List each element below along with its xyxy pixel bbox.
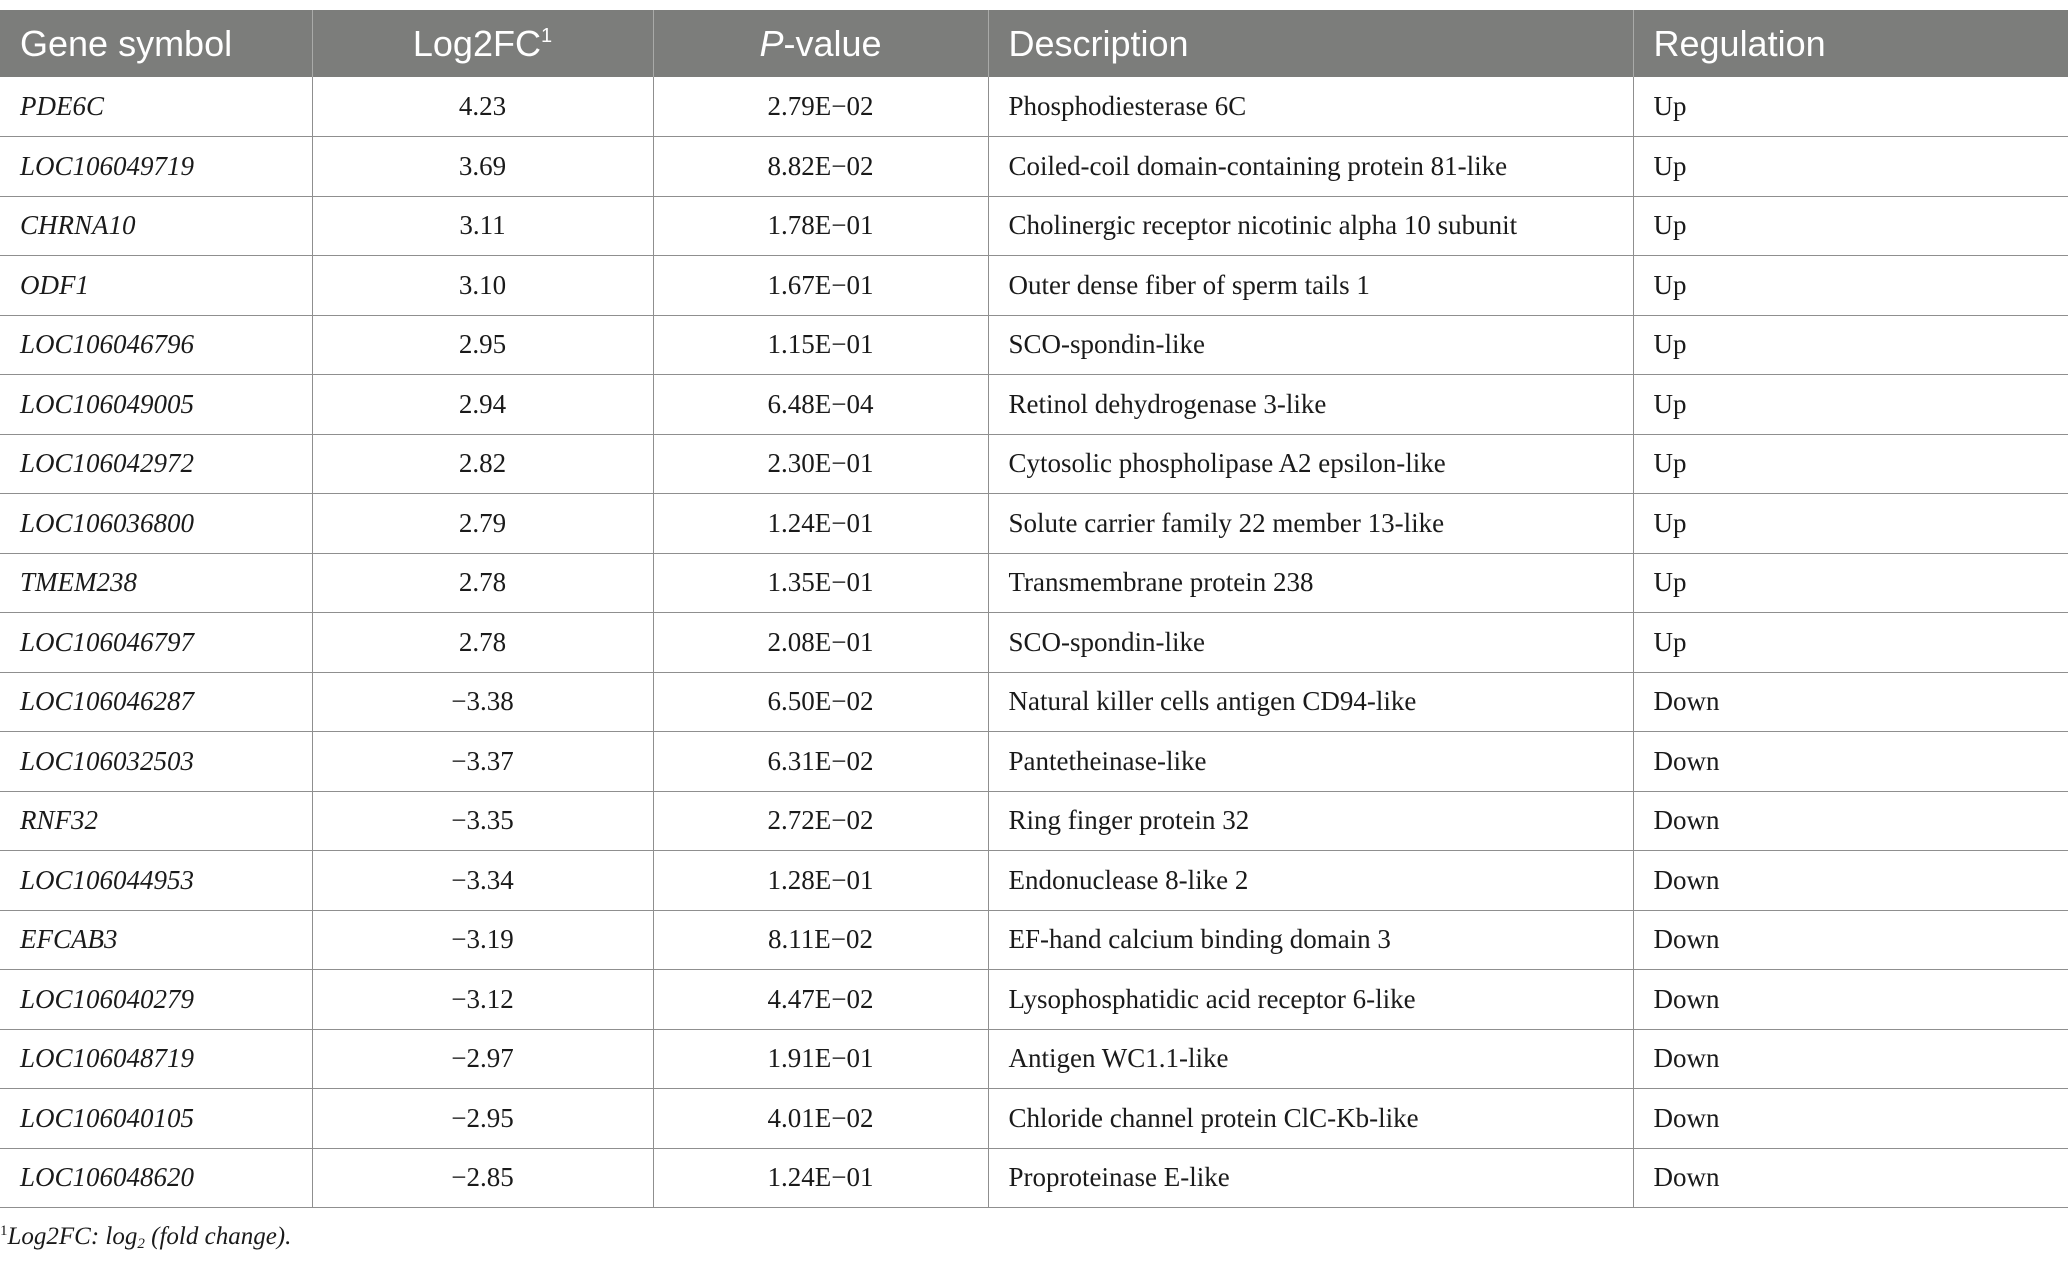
cell-description: Retinol dehydrogenase 3-like — [988, 375, 1633, 435]
cell-pvalue: 1.28E−01 — [653, 851, 988, 911]
cell-regulation: Up — [1633, 77, 2068, 137]
cell-log2fc: 2.95 — [312, 315, 653, 375]
cell-gene-symbol: LOC106040105 — [0, 1089, 312, 1149]
cell-log2fc: −3.19 — [312, 910, 653, 970]
cell-description: Ring finger protein 32 — [988, 791, 1633, 851]
cell-gene-symbol: LOC106044953 — [0, 851, 312, 911]
cell-description: EF-hand calcium binding domain 3 — [988, 910, 1633, 970]
cell-description: Phosphodiesterase 6C — [988, 77, 1633, 137]
cell-log2fc: 2.78 — [312, 613, 653, 673]
table-row — [0, 434, 2068, 494]
cell-description: Lysophosphatidic acid receptor 6-like — [988, 970, 1633, 1030]
header-regulation: Regulation — [1653, 22, 1826, 64]
cell-description: Endonuclease 8-like 2 — [988, 851, 1633, 911]
cell-pvalue: 4.01E−02 — [653, 1089, 988, 1149]
cell-gene-symbol: LOC106046287 — [0, 672, 312, 732]
cell-description: Cholinergic receptor nicotinic alpha 10 subunit — [988, 196, 1633, 256]
header-gene-symbol: Gene symbol — [0, 10, 312, 77]
table-row — [0, 315, 2068, 375]
cell-regulation: Up — [1633, 613, 2068, 673]
table-row — [0, 77, 2068, 137]
cell-gene-symbol: ODF1 — [0, 256, 312, 316]
cell-gene-symbol: LOC106049719 — [0, 137, 312, 197]
cell-regulation: Up — [1633, 375, 2068, 435]
cell-regulation: Up — [1633, 315, 2068, 375]
cell-log2fc: 2.78 — [312, 553, 653, 613]
cell-log2fc: −3.34 — [312, 851, 653, 911]
header-description: Description — [988, 10, 1633, 77]
cell-regulation: Up — [1633, 137, 2068, 197]
cell-regulation: Down — [1633, 732, 2068, 792]
cell-pvalue: 1.15E−01 — [653, 315, 988, 375]
cell-gene-symbol: PDE6C — [0, 77, 312, 137]
cell-gene-symbol: EFCAB3 — [0, 910, 312, 970]
cell-gene-symbol: TMEM238 — [0, 553, 312, 613]
cell-pvalue: 1.24E−01 — [653, 494, 988, 554]
cell-gene-symbol: LOC106036800 — [0, 494, 312, 554]
cell-description: Natural killer cells antigen CD94-like — [988, 672, 1633, 732]
cell-pvalue: 1.67E−01 — [653, 256, 988, 316]
cell-gene-symbol: LOC106040279 — [0, 970, 312, 1030]
table-row — [0, 553, 2068, 613]
cell-description: Proproteinase E-like — [988, 1148, 1633, 1208]
header-log2fc-footnote-marker: 1 — [540, 24, 553, 47]
cell-regulation: Down — [1633, 910, 2068, 970]
gene-table-container — [0, 10, 2068, 1208]
cell-pvalue: 4.47E−02 — [653, 970, 988, 1030]
cell-pvalue: 8.11E−02 — [653, 910, 988, 970]
cell-log2fc: −3.35 — [312, 791, 653, 851]
cell-regulation: Down — [1633, 672, 2068, 732]
cell-log2fc: 3.10 — [312, 256, 653, 316]
table-footnote: $^1$Log2FC: $\log_2$ (fold change). — [0, 1223, 292, 1252]
cell-pvalue: 2.08E−01 — [653, 613, 988, 673]
cell-description: Coiled-coil domain-containing protein 81-like — [988, 137, 1633, 197]
cell-log2fc: 2.94 — [312, 375, 653, 435]
cell-description: Pantetheinase-like — [988, 732, 1633, 792]
cell-description: Solute carrier family 22 member 13-like — [988, 494, 1633, 554]
cell-gene-symbol: LOC106049005 — [0, 375, 312, 435]
cell-regulation: Up — [1633, 553, 2068, 613]
cell-log2fc: −2.95 — [312, 1089, 653, 1149]
header-log2fc: $Log2FC^1$ — [312, 10, 653, 77]
table-body — [0, 77, 2068, 1208]
cell-pvalue: 8.82E−02 — [653, 137, 988, 197]
table-row — [0, 375, 2068, 435]
table-row — [0, 494, 2068, 554]
cell-regulation: Up — [1633, 434, 2068, 494]
table-header — [0, 10, 2068, 77]
cell-description: Outer dense fiber of sperm tails 1 — [988, 256, 1633, 316]
cell-gene-symbol: LOC106046796 — [0, 315, 312, 375]
table-row — [0, 256, 2068, 316]
table-row — [0, 613, 2068, 673]
cell-gene-symbol: LOC106048620 — [0, 1148, 312, 1208]
cell-log2fc: −3.37 — [312, 732, 653, 792]
cell-regulation: Down — [1633, 1089, 2068, 1149]
table-row — [0, 1089, 2068, 1149]
cell-log2fc: 4.23 — [312, 77, 653, 137]
cell-log2fc: −3.12 — [312, 970, 653, 1030]
cell-regulation: Down — [1633, 1029, 2068, 1089]
gene-expression-table — [0, 10, 2068, 1208]
cell-pvalue: 1.91E−01 — [653, 1029, 988, 1089]
table-row — [0, 791, 2068, 851]
cell-log2fc: −3.38 — [312, 672, 653, 732]
cell-gene-symbol: RNF32 — [0, 791, 312, 851]
cell-description: Antigen WC1.1-like — [988, 1029, 1633, 1089]
table-row — [0, 1029, 2068, 1089]
cell-regulation: Down — [1633, 1148, 2068, 1208]
table-row — [0, 970, 2068, 1030]
cell-gene-symbol: LOC106042972 — [0, 434, 312, 494]
cell-log2fc: 3.11 — [312, 196, 653, 256]
cell-gene-symbol: LOC106046797 — [0, 613, 312, 673]
cell-log2fc: 2.82 — [312, 434, 653, 494]
cell-description: Transmembrane protein 238 — [988, 553, 1633, 613]
cell-pvalue: 2.30E−01 — [653, 434, 988, 494]
table-row — [0, 137, 2068, 197]
cell-regulation: Up — [1633, 256, 2068, 316]
table-row — [0, 672, 2068, 732]
cell-description: SCO-spondin-like — [988, 613, 1633, 673]
table-row — [0, 851, 2068, 911]
table-row — [0, 910, 2068, 970]
table-row — [0, 1148, 2068, 1208]
cell-pvalue: 6.50E−02 — [653, 672, 988, 732]
cell-pvalue: 6.48E−04 — [653, 375, 988, 435]
cell-description: SCO-spondin-like — [988, 315, 1633, 375]
cell-regulation: Up — [1633, 196, 2068, 256]
cell-regulation: Down — [1633, 970, 2068, 1030]
cell-log2fc: 3.69 — [312, 137, 653, 197]
cell-description: Chloride channel protein ClC-Kb-like — [988, 1089, 1633, 1149]
cell-pvalue: 2.79E−02 — [653, 77, 988, 137]
cell-pvalue: 1.24E−01 — [653, 1148, 988, 1208]
cell-gene-symbol: CHRNA10 — [0, 196, 312, 256]
cell-log2fc: 2.79 — [312, 494, 653, 554]
table-row — [0, 196, 2068, 256]
cell-pvalue: 1.35E−01 — [653, 553, 988, 613]
cell-gene-symbol: LOC106032503 — [0, 732, 312, 792]
cell-gene-symbol: LOC106048719 — [0, 1029, 312, 1089]
cell-regulation: Down — [1633, 851, 2068, 911]
cell-regulation: Down — [1633, 791, 2068, 851]
cell-pvalue: 1.78E−01 — [653, 196, 988, 256]
cell-pvalue: 6.31E−02 — [653, 732, 988, 792]
table-row — [0, 732, 2068, 792]
cell-log2fc: −2.85 — [312, 1148, 653, 1208]
footnote-marker: 1 — [0, 1223, 8, 1239]
header-row — [0, 10, 2068, 77]
cell-pvalue: 2.72E−02 — [653, 791, 988, 851]
cell-regulation: Up — [1633, 494, 2068, 554]
cell-log2fc: −2.97 — [312, 1029, 653, 1089]
cell-description: Cytosolic phospholipase A2 epsilon-like — [988, 434, 1633, 494]
header-pvalue: P-value — [653, 10, 988, 77]
